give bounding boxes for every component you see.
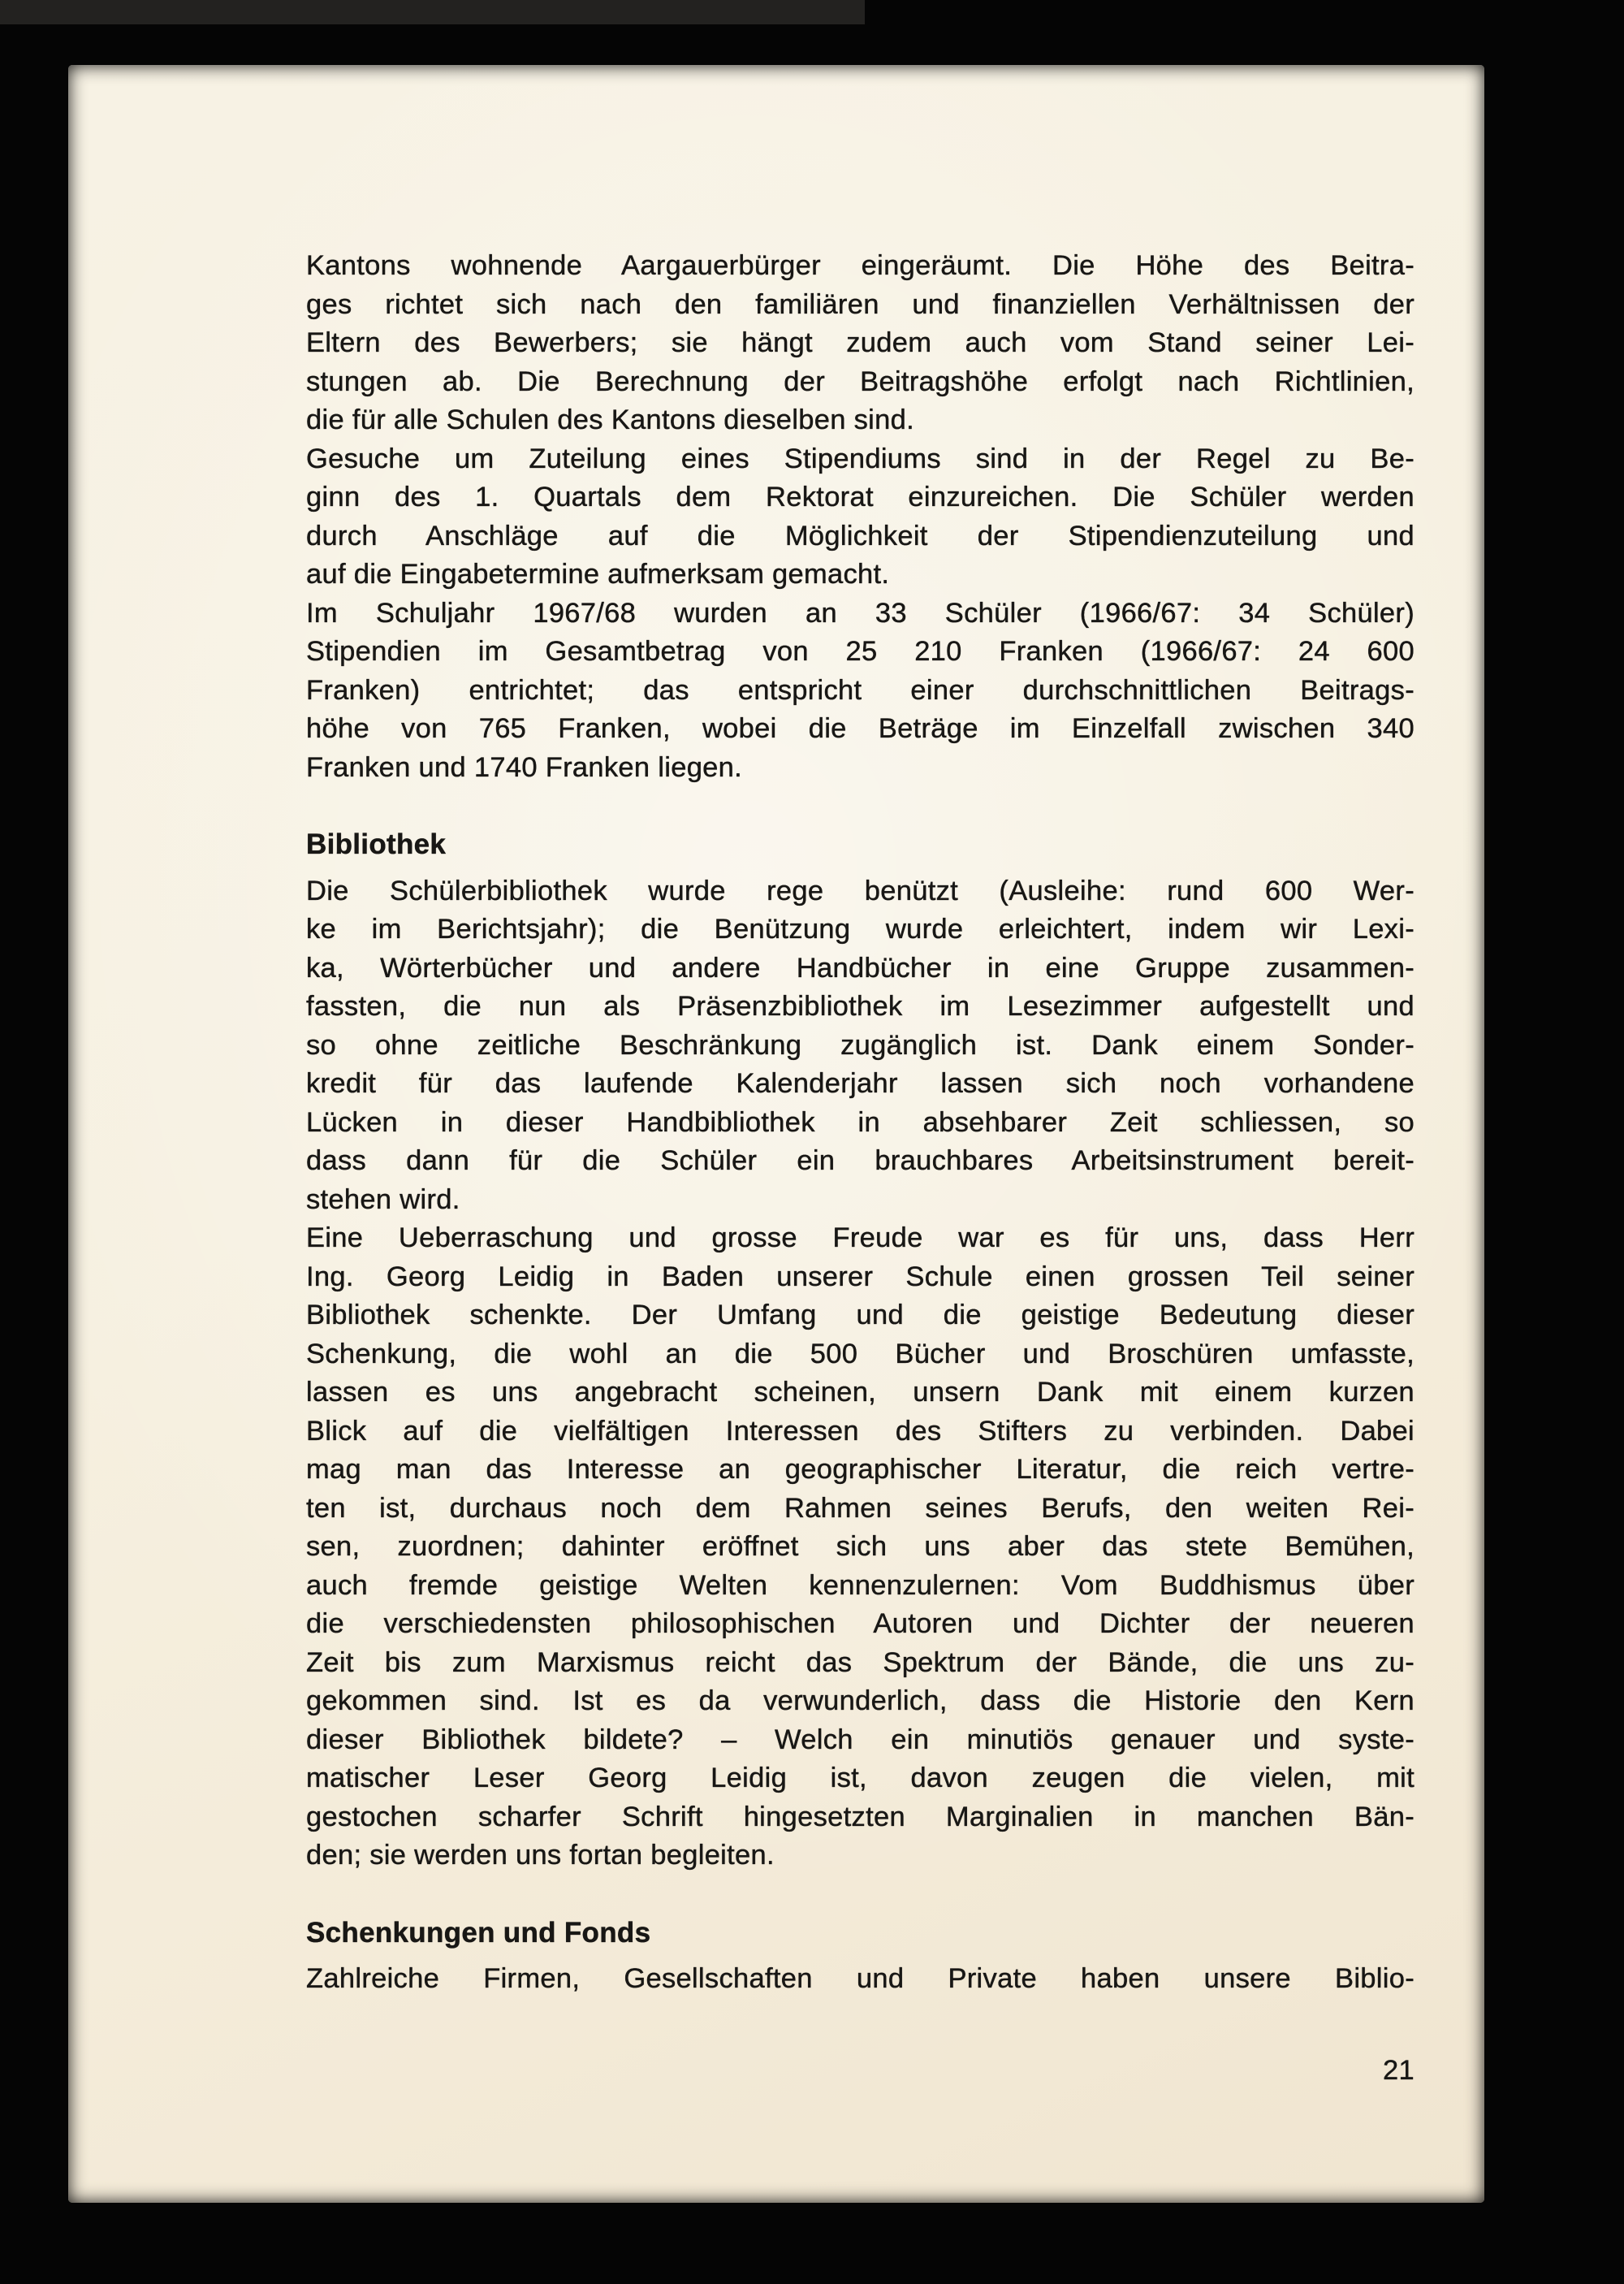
text-line: Franken) entrichtet; das entspricht einer durchschnittlichen Beitrags- [306,674,1415,706]
text-line: ke im Berichtsjahr); die Benützung wurde erleichtert, indem wir Lexi- [306,914,1415,945]
text-line: den; sie werden uns fortan begleiten. [306,1840,775,1871]
text-line: auf die Eingabetermine aufmerksam gemacht. [306,559,890,590]
text-line: gestochen scharfer Schrift hingesetzten Marginalien in manchen Bän- [306,1801,1415,1832]
text-line: Bibliothek schenkte. Der Umfang und die geistige Bedeutung dieser [306,1300,1415,1330]
text-line: gekommen sind. Ist es da verwunderlich, dass die Historie den Kern [306,1685,1415,1716]
text-line: so ohne zeitliche Beschränkung zugänglich ist. Dank einem Sonder- [306,1029,1415,1061]
text-line: Im Schuljahr 1967/68 wurden an 33 Schüler (1966/67: 34 Schüler) [306,597,1415,629]
text-line: ginn des 1. Quartals dem Rektorat einzureichen. Die Schüler werden [306,482,1415,513]
text-line: stungen ab. Die Berechnung der Beitragshöhe erfolgt nach Richtlinien, [306,366,1415,397]
text-line: sen, zuordnen; dahinter eröffnet sich uns aber das stete Bemühen, [306,1531,1415,1562]
paragraph-stipend-application [306,440,1415,595]
text-block [306,247,1415,2090]
text-line: lassen es uns angebracht scheinen, unsern Dank mit einem kurzen [306,1377,1415,1408]
paragraph-stipend-height [306,247,1415,440]
text-line: Eltern des Bewerbers; sie hängt zudem auch vom Stand seiner Lei- [306,327,1415,358]
text-line: fassten, die nun als Präsenzbibliothek im Lesezimmer aufgestellt und [306,991,1415,1022]
text-line: ka, Wörterbücher und andere Handbücher in eine Gruppe zusammen- [306,952,1415,984]
section-heading-bibliothek: Bibliothek [306,828,447,860]
text-line: die verschiedensten philosophischen Autoren und Dichter der neueren [306,1608,1415,1639]
text-line: Lücken in dieser Handbibliothek in absehbarer Zeit schliessen, so [306,1106,1415,1138]
text-line: Franken und 1740 Franken liegen. [306,751,743,783]
text-line: Stipendien im Gesamtbetrag von 25 210 Franken (1966/67: 24 600 [306,636,1415,667]
text-line: dieser Bibliothek bildete? – Welch ein minutiös genauer und syste- [306,1724,1415,1755]
text-line: Die Schülerbibliothek wurde rege benützt (Ausleihe: rund 600 Wer- [306,875,1415,906]
text-line: Ing. Georg Leidig in Baden unserer Schule einen grossen Teil seiner [306,1261,1415,1292]
text-line: dass dann für die Schüler ein brauchbares Arbeitsinstrument bereit- [306,1145,1415,1176]
text-line: Kantons wohnende Aargauerbürger eingeräumt. Die Höhe des Beitra- [306,250,1415,281]
text-line: Eine Ueberraschung und grosse Freude war es für uns, dass Herr [306,1222,1415,1253]
section-heading-schenkungen-und-fonds: Schenkungen und Fonds [306,1916,651,1949]
text-line: Gesuche um Zuteilung eines Stipendiums sind in der Regel zu Be- [306,443,1415,474]
page-number: 21 [1383,2054,1415,2086]
paragraph-library-usage [306,872,1415,1220]
text-line: Zeit bis zum Marxismus reicht das Spektrum der Bände, die uns zu- [306,1646,1415,1678]
text-line: ten ist, durchaus noch dem Rahmen seines Berufs, den weiten Rei- [306,1492,1415,1524]
text-line: Schenkung, die wohl an die 500 Bücher und Broschüren umfasste, [306,1338,1415,1369]
text-line: matischer Leser Georg Leidig ist, davon zeugen die vielen, mit [306,1763,1415,1793]
text-line: die für alle Schulen des Kantons dieselben sind. [306,404,914,435]
document-page [68,65,1484,2203]
text-line: ges richtet sich nach den familiären und finanziellen Verhältnissen der [306,288,1415,320]
paragraph-donations-intro [306,1960,1415,1999]
text-line: mag man das Interesse an geographischer Literatur, die reich vertre- [306,1454,1415,1485]
text-line: stehen wird. [306,1183,460,1215]
text-line: höhe von 765 Franken, wobei die Beträge im Einzelfall zwischen 340 [306,713,1415,744]
scan-edge-artifact [0,0,865,24]
text-line: auch fremde geistige Welten kennenzulernen: Vom Buddhismus über [306,1569,1415,1601]
text-line: Zahlreiche Firmen, Gesellschaften und Private haben unsere Biblio- [306,1963,1415,1994]
text-line: durch Anschläge auf die Möglichkeit der Stipendienzuteilung und [306,520,1415,552]
paragraph-stipend-statistics [306,595,1415,788]
paragraph-library-donation-leidig [306,1219,1415,1875]
text-line: kredit für das laufende Kalenderjahr lassen sich noch vorhandene [306,1068,1415,1099]
text-line: Blick auf die vielfältigen Interessen des Stifters zu verbinden. Dabei [306,1415,1415,1447]
